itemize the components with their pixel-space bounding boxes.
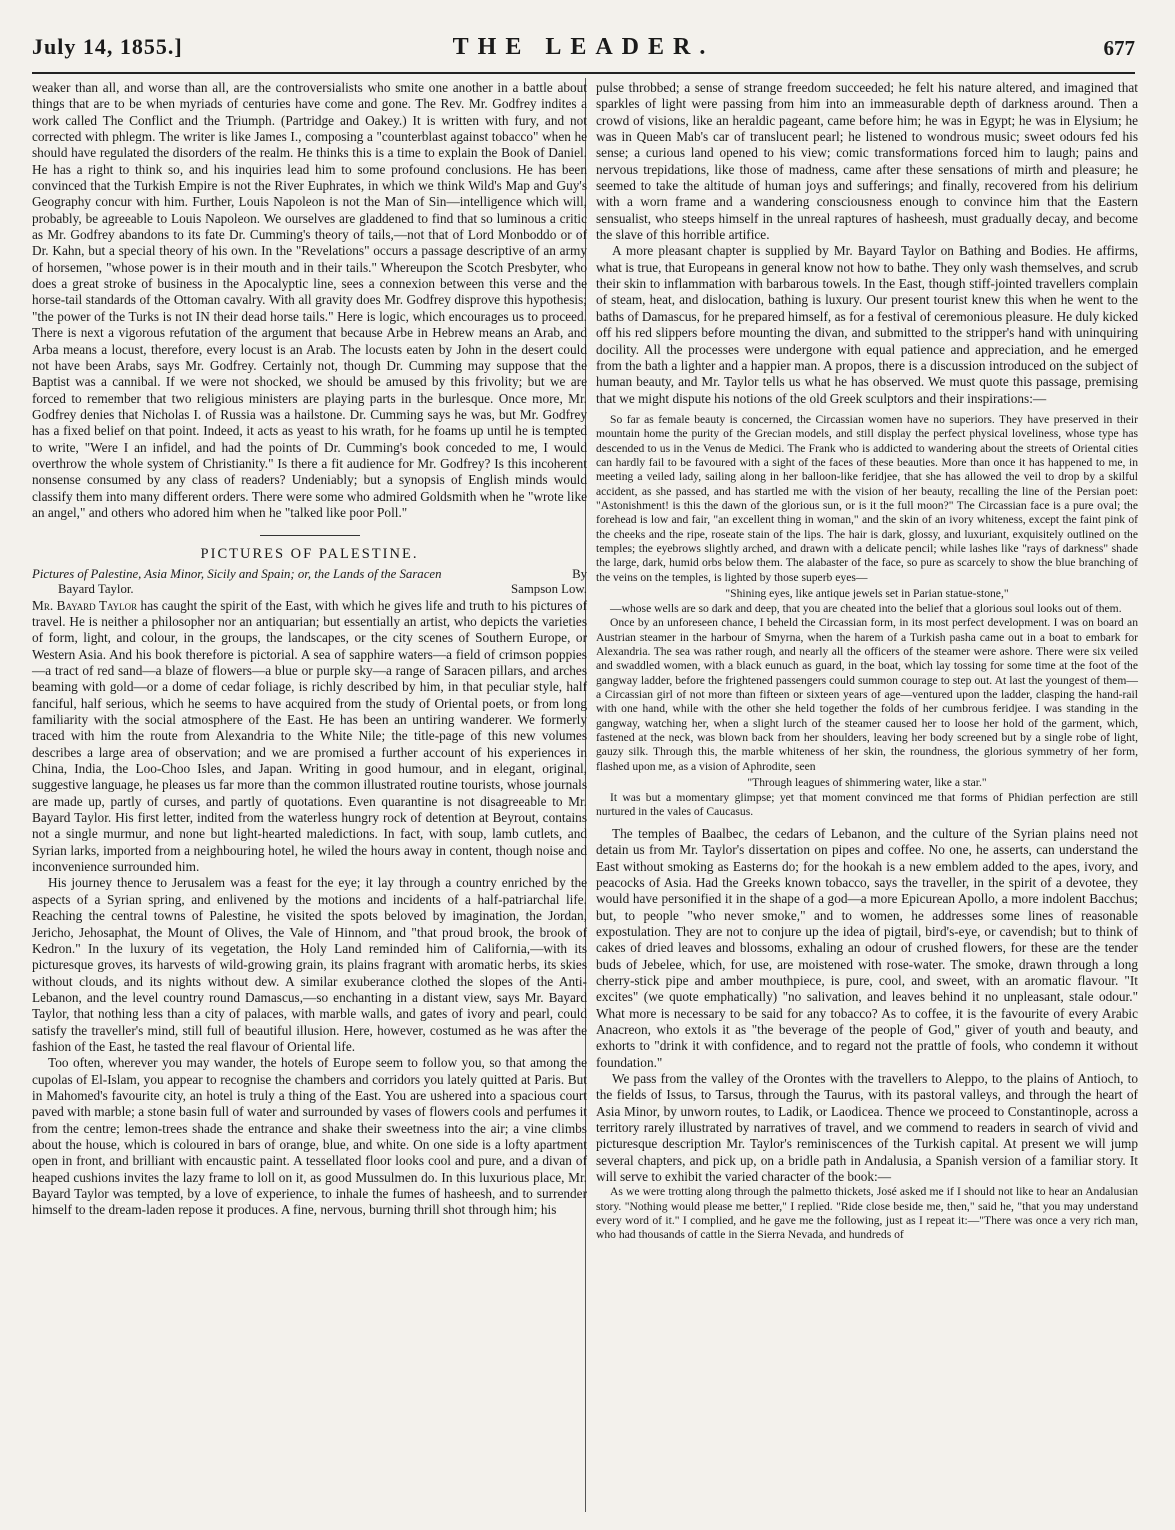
extract-circassian-beauty: So far as female beauty is concerned, the Circassian women have no superiors. They have preserved in their mountain home the purity of the Grecian models, and still display the perfect physical loveliness, whose type has descended to us in the Venus de Medici. The Frank who is addicted to wandering about the streets of Oriental cities can hardly fail to be favoured with a sight of the faces of these beauties. More than once it has happened to me, in meeting a veiled lady, sailing along in her balloon-like feridjee, that she has allowed the veil to drop by a skilful accident, as she passed, and has startled me with the vision of her beauty, recalling the line of the Persian poet: "Astonishment! is this the dawn of the glorious sun, or is it the full moon?" The Circassian face is a pure oval; the forehead is low and fair, "an excellent thing in woman," and the skin of an ivory whiteness, except the faint pink of the cheeks and the ripe, roseate stain of the lips. The hair is dark, glossy, and luxuriant, exquisitely outlined on the temples; the eyebrows slightly arched, and drawn with a delicate pencil; while lashes like "rays of darkness" shade the large, dark, humid orbs below them. The alabaster of the face, so pure as scarcely to show the blue branching of the veins on the temples, is lighted by those superb eyes— bbox=[596, 412, 1138, 584]
header-rule bbox=[32, 72, 1135, 74]
godfrey-review-paragraph: weaker than all, and worse than all, are the controversialists who smite one another in a battle about things that are to be when myriads of centuries have come and gone. The Rev. Mr. Godfrey indites a work called The Conflict and the Triumph. (Partridge and Oakey.) It is written with fury, and not corrected with phlegm. The writer is like James I., composing a "counterblast against tobacco" when he should have regulated the disorders of the realm. He thinks this is a time to explain the Book of Daniel. He has a right to think so, and his inquiries lead him to some profound conclusions. He has been convinced that the Turkish Empire is not the River Euphrates, in which we think Wild's Map and Guy's Geography concur with him. Further, Louis Napoleon is not the Man of Sin—intelligence which will, probably, be agreeable to Louis Napoleon. We ourselves are gladdened to find that so luminous a critic as Mr. Godfrey abandons to its fate Dr. Cumming's theory of tails,—not that of Lord Monboddo or of Dr. Kahn, but a special theory of his own. In the "Revelations" occurs a passage descriptive of an army of horsemen, "whose power is in their mouth and in their tails." Whereupon the Scotch Presbyter, who does a great stroke of business in the Apocalyptic line, sees a connexion between this verse and the horse-tail standards of the Ottoman cavalry. With all gravity does Mr. Godfrey disprove this hypothesis; "the power of the Turks is not IN their dead horse tails." Here is logic, which encourages us to proceed. There is next a vigorous refutation of the argument that because Arbe in Hebrew means an Arab, and Arba means a locust, therefore, every locust is an Arab. The locusts eaten by John in the desert could not have been Arabs, says Mr. Godfrey. Certainly not, though Dr. Cumming may suppose that the Baptist was a cannibal. If we were not shocked, we should be amused by this frivolity; but we are forced to remember that two religious ministers are playing parts in the burlesque. Once more, Mr. Godfrey denies that Nicholas I. of Russia was a hailstone. Dr. Cumming says he was, but Mr. Godfrey has a fixed belief on that point. Indeed, it acts as yeast to his wrath, for he foams up until he is tempted to write, "Were I an infidel, and had the points of Dr. Cumming's book conceded to me, I would overthrow the whole system of Christianity." Is there a fit audience for Mr. Godfrey? Is this incoherent nonsense consumed by any class of readers? Undeniably; but a synopsis of English minds would classify them into many different orders. There were some who admired Goldsmith when he "wrote like an angel," and others who adored him when he "talked like poor Poll." bbox=[32, 80, 587, 520]
review-paragraph-1 bbox=[32, 598, 587, 876]
review-lead: Mr. Bayard Taylor bbox=[32, 597, 138, 613]
extract-andalusian-story: As we were trotting along through the palmetto thickets, José asked me if I should not like to hear an Andalusian story. "Nothing would please me better," I replied. "Ride close beside me, then," said he, "that you may understand every word of it." I complied, and he gave me the following, just as I repeat it:—"There was once a very rich man, who had thousands of cattle in the Sierra Nevada, and hundreds of bbox=[596, 1185, 1138, 1242]
book-publisher: Sampson Low. bbox=[511, 582, 587, 597]
book-author: Bayard Taylor. bbox=[58, 582, 134, 597]
extract-andalusia bbox=[596, 1185, 1138, 1242]
pipes-coffee-paragraph: The temples of Baalbec, the cedars of Lebanon, and the culture of the Syrian plains need not detain us from Mr. Taylor's dissertation on pipes and coffee. No one, he asserts, can understand the East without smoking as Easterns do; for the hookah is a new emblem added to the apes, ivory, and peacocks of Asia. Had the Greeks known tobacco, says the traveller, in the spirit of a devotee, they would have personified it in the shape of a god—a more Epicurean Apollo, a more indolent Bacchus; but, to people "who never smoke," and to women, he addresses some lines of reasonable expostulation. They are not to conjure up the idea of pigtail, bird's-eye, or cavendish; but to think of cakes of dried leaves and blossoms, exhaling an odour of crushed flowers, for these are the tender buds of Jebelee, which, for use, are moistened with rose-water. The smoke, drawn through a long cherry-stick pipe and amber mouthpiece, is pure, cool, and sweet, with an aromatic flavour. "It excites" (we quote emphatically) "no salivation, and leaves behind it no unpleasant, stale odour." What more is necessary to be said for any tobacco? As to coffee, it is the favourite of every Arabic Anacreon, who extols it as "the beverage of the people of God," giver of youth and beauty, and exhorts to "drink it with confidence, and to regard not the prattle of fools, who condemn it without foundation." bbox=[596, 825, 1138, 1070]
journey-paragraph: We pass from the valley of the Orontes with the travellers to Aleppo, to the plains of Antioch, to the fields of Issus, to Tarsus, through the Taurus, with its pastoral valleys, and through the heart of Asia Minor, by unworn routes, to Ladik, or Laodicea. Thence we proceed to Constantinople, across a territory rarely illustrated by narratives of travel, and we commend to readers in search of vivid and picturesque description Mr. Taylor's reminiscences of the Turkish capital. At present we will jump several chapters, and pick up, on a bridle path in Andalusia, a Spanish version of a familiar story. It will serve to exhibit the varied character of the book:— bbox=[596, 1070, 1138, 1185]
newspaper-title: THE LEADER. bbox=[452, 34, 715, 60]
page-header bbox=[32, 30, 1135, 70]
review-paragraph-1-text: has caught the spirit of the East, with which he gives life and truth to his pictures of travel. He is neither a philosopher nor an antiquarian; but essentially an artist, who depicts the varieties of form, light, and colour, in the groups, the landscapes, or the city scenes of Southern Europe, or Western Asia. And his book therefore is pictorial. A sea of sapphire waters—a field of crimson poppies—a tract of red sand—a blaze of flowers—a blue or purple sky—a range of Saracen pillars, and arches beaming with gold—or a dome of cedar foliage, is richly described by him, in that peculiar style, half fanciful, half serious, which he seems to have acquired from the study of Oriental poets, or from long familiarity with the social atmosphere of the East. He has been an untiring wanderer. We formerly traced with him the route from Alexandria to the White Nile; the title-page of this new volumes describes a large area of observation; and we are promised a further account of his experiences in China, India, the Loo-Choo Isles, and Japan. Writing in good humour, and in elegant, original, suggestive language, he pleases us far more than the common illustrated routine tourists, whose journals are made up, partly of curses, and partly of quotations. Even quarantine is not disagreeable to Mr. Bayard Taylor. His first letter, indited from the waterless hungry rock of detention at Beyrout, contains not a single murmur, and none but light-hearted maledictions. In fact, with soup, lamb cutlets, and Syrian larks, imported from a neighbouring hotel, he wiled the hours away in content, though noise and inconvenience surrounded him. bbox=[32, 597, 587, 875]
issue-date: July 14, 1855.] bbox=[32, 34, 183, 59]
hasheesh-paragraph: pulse throbbed; a sense of strange freedom succeeded; he felt his nature altered, and imagined that sparkles of light were passing from him into an immeasurable depth of darkness around. Then a crowd of visions, like an heraldic pageant, came before him; he was in Egypt; he was in Elysium; he was in Queen Mab's car of translucent pearl; he listened to wondrous music; sweet odours fed his sense; a curious land opened to his view; comic transformations forced him to laugh; pains and nervous trepidations, like those of madness, came after these sensations of mirth and pleasure; he seemed to take the altitude of human joys and sufferings; and finally, recovered from his delirium with a worn frame and a wandering consciousness enough to convince him that the Eastern sensualist, who steeps himself in the unreal raptures of hasheesh, must gradually decay, and become the slave of this horrible artifice. bbox=[596, 80, 1138, 243]
extract-smyrna: Once by an unforeseen chance, I beheld the Circassian form, in its most perfect development. I was on board an Austrian steamer in the harbour of Smyrna, when the harem of a Turkish pasha came out in a boat to embark for Alexandria. The sea was rather rough, and nearly all the officers of the steamer were ashore. There were six veiled and swaddled women, with a black eunuch as guard, in the boat, which lay tossing for some time at the foot of the gangway ladder, before the frightened passengers could summon courage to step out. At last the youngest of them—a Circassian girl of not more than fifteen or sixteen years of age—ventured upon the ladder, clasping the hand-rail with one hand, while with the other she held together the folds of her cumbrous feridjee. I was standing in the gangway, watching her, when a slight lurch of the steamer caused her to loose her hold of the garment, which, fastened at the neck, was blown back from her shoulders, leaving her body screened but by a single robe of light, gauzy silk. Through this, the marble whiteness of her skin, the roundness, the glorious symmetry of her form, flashed upon me, as a vision of Aphrodite, seen bbox=[596, 616, 1138, 773]
review-paragraph-3: Too often, wherever you may wander, the hotels of Europe seem to follow you, so that among the cupolas of El-Islam, you appear to recognise the chambers and corridors you lately quitted at Paris. But in Mahomed's favourite city, an hotel is truly a thing of the East. You are ushered into a spacious court paved with marble; a stone basin full of water and surrounded by vases of flowers cools and perfumes it from the centre; lemon-trees shade the entrance and shake their sweetness into the air; a vine climbs about the house, which is coloured in bars of orange, blue, and white. On one side is a lofty apartment open in front, and brilliant with encaustic paint. A tessellated floor looks cool and pure, and a divan of heaped cushions invites the lazy frame to loll on it, as good Mussulmen do. In this luxurious place, Mr. Bayard Taylor was tempted, by a love of experience, to inhale the fumes of hasheesh, and to surrender himself to the dream-laden repose it produces. A fine, nervous, burning thrill shot through him; his bbox=[32, 1055, 587, 1218]
right-column bbox=[596, 80, 1138, 1243]
verse-shimmering-water: "Through leagues of shimmering water, like a star." bbox=[747, 776, 987, 790]
left-column bbox=[32, 80, 587, 1219]
book-title-line bbox=[32, 567, 587, 583]
book-by: By bbox=[572, 566, 587, 581]
review-paragraph-2: His journey thence to Jerusalem was a feast for the eye; it lay through a country enriched by the aspects of a Syrian spring, and enlivened by the motions and incidents of a half-patriarchal life. Reaching the central towns of Palestine, he visited the spots beloved by imagination, the Jordan, Jericho, Jehosaphat, the Mount of Olives, the Vale of Hinnom, and "that proud brook, the brook of Kedron." In the luxury of its vegetation, the Holy Land reminded him of California,—with its picturesque groves, its harvests of wild-growing grain, its plains fragrant with aromatic herbs, its skies without clouds, and its nights without dew. A similar exuberance clothed the slopes of the Anti-Lebanon, and the level country round Damascus,—so enchanting in a distant view, says Mr. Bayard Taylor, that nothing less than a city of palaces, with marble walls, and gates of ivory and pearl, could satisfy the traveller's mind, still full of beautiful illusion. Here, however, costumed as he was after the fashion of the East, he tasted the real flavour of Oriental life. bbox=[32, 875, 587, 1054]
page-number: 677 bbox=[1103, 36, 1135, 60]
bathing-paragraph: A more pleasant chapter is supplied by Mr. Bayard Taylor on Bathing and Bodies. He affirms, what is true, that Europeans in general know not how to bathe. They only wash themselves, and scrub their skin to inflammation with barbarous towels. In the East, though stiff-jointed travellers complain of steam, heat, and dislocation, bathing is luxury. Our present tourist knew this when he went to the baths of Damascus, for he prepared himself, as for a festival of ceremonious pleasure. He duly kicked off his red slippers before mounting the divan, and submitted to the stripper's hand with uninquiring docility. All the processes were undergone with equal patience and appreciation, and he emerged from the bath a lighter and a happier man. A propos, there is a discussion introduced on the subject of human beauty, and Mr. Taylor tells us what he has observed. We must quote this passage, premising that we might dispute his notions of the old Greek sculptors and their inspirations:— bbox=[596, 243, 1138, 406]
book-title: Pictures of Palestine, Asia Minor, Sicily and Spain; or, the Lands of the Saracen bbox=[32, 566, 442, 581]
verse-shining-eyes: "Shining eyes, like antique jewels set in Parian statue-stone," bbox=[725, 587, 1009, 600]
extract-conclusion: It was but a momentary glimpse; yet that moment convinced me that forms of Phidian perfection are still nurtured in the vales of Caucasus. bbox=[596, 791, 1138, 819]
book-author-line bbox=[32, 582, 587, 598]
section-divider bbox=[260, 535, 360, 536]
extract-continued: —whose wells are so dark and deep, that you are cheated into the belief that a glorious soul looks out of them. bbox=[610, 602, 1122, 615]
extract-beauty bbox=[596, 413, 1138, 820]
section-title: PICTURES OF PALESTINE. bbox=[200, 546, 419, 563]
